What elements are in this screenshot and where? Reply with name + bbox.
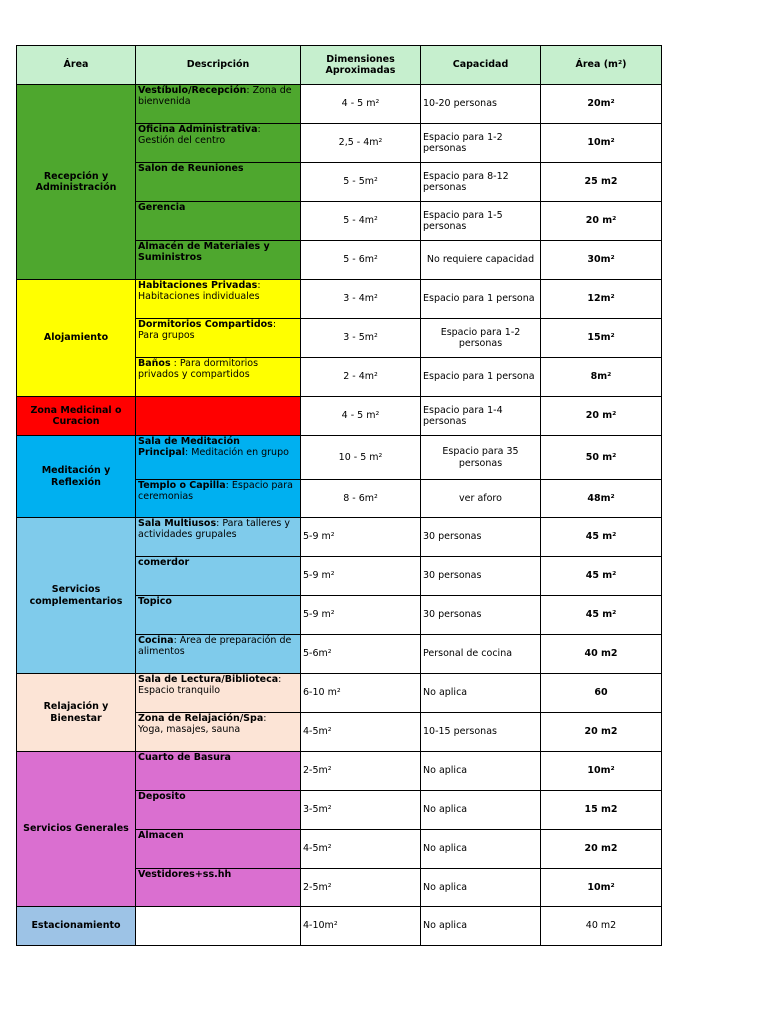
space-detail: Habitaciones individuales bbox=[138, 291, 260, 303]
dimensions-cell: 4-5m² bbox=[301, 713, 421, 752]
dimensions-cell: 5-9 m² bbox=[301, 596, 421, 635]
space-name: Gerencia bbox=[138, 202, 186, 213]
space-name: Almacén de Materiales y Suministros bbox=[138, 241, 270, 264]
capacity-cell: No aplica bbox=[421, 869, 541, 907]
space-name: Zona de Relajación/Spa bbox=[138, 713, 264, 724]
name-separator: : bbox=[246, 85, 253, 96]
space-detail: Zona de bienvenida bbox=[138, 85, 292, 108]
space-detail: Espacio para ceremonias bbox=[138, 480, 293, 503]
description-cell bbox=[136, 635, 301, 674]
description-cell bbox=[136, 907, 301, 946]
capacity-cell: Espacio para 1-4 personas bbox=[421, 397, 541, 436]
dimensions-cell: 2 - 4m² bbox=[301, 358, 421, 397]
table-row bbox=[17, 907, 662, 946]
capacity-cell: 30 personas bbox=[421, 557, 541, 596]
space-name: Habitaciones Privadas bbox=[138, 280, 258, 291]
capacity-cell: No aplica bbox=[421, 674, 541, 713]
header-capacity: Capacidad bbox=[421, 46, 541, 85]
space-name: Baños bbox=[138, 358, 171, 369]
description-cell bbox=[136, 752, 301, 791]
space-name: Sala de Lectura/Biblioteca bbox=[138, 674, 279, 685]
header-area: Área bbox=[17, 46, 136, 85]
space-name: Oficina Administrativa bbox=[138, 124, 258, 135]
capacity-cell: No aplica bbox=[421, 791, 541, 830]
dimensions-cell: 5 - 4m² bbox=[301, 202, 421, 241]
description-cell bbox=[136, 163, 301, 202]
table-row bbox=[17, 85, 662, 124]
area-m2-cell: 30m² bbox=[541, 241, 662, 280]
dimensions-cell: 2-5m² bbox=[301, 869, 421, 907]
capacity-cell: Espacio para 1-2 personas bbox=[421, 124, 541, 163]
area-m2-cell: 12m² bbox=[541, 280, 662, 319]
space-name: Deposito bbox=[138, 791, 186, 802]
capacity-cell: No requiere capacidad bbox=[421, 241, 541, 280]
dimensions-cell: 5 - 5m² bbox=[301, 163, 421, 202]
description-cell bbox=[136, 674, 301, 713]
space-detail: Gestión del centro bbox=[138, 135, 226, 147]
area-m2-cell: 10m² bbox=[541, 752, 662, 791]
description-cell bbox=[136, 869, 301, 907]
space-name: Cuarto de Basura bbox=[138, 752, 231, 763]
name-separator: : bbox=[185, 447, 192, 459]
area-m2-cell: 8m² bbox=[541, 358, 662, 397]
area-m2-cell: 45 m² bbox=[541, 596, 662, 635]
description-cell bbox=[136, 280, 301, 319]
capacity-cell: ver aforo bbox=[421, 480, 541, 518]
dimensions-cell: 3-5m² bbox=[301, 791, 421, 830]
name-separator: : bbox=[257, 280, 261, 291]
header-area-m2: Área (m²) bbox=[541, 46, 662, 85]
area-m2-cell: 20 m2 bbox=[541, 713, 662, 752]
capacity-cell: Espacio para 1-5 personas bbox=[421, 202, 541, 241]
dimensions-cell: 5-6m² bbox=[301, 635, 421, 674]
area-group-cell: Servicios complementarios bbox=[17, 518, 136, 674]
area-group-cell: Zona Medicinal o Curacion bbox=[17, 397, 136, 436]
table-row bbox=[17, 280, 662, 319]
area-m2-cell: 20 m2 bbox=[541, 830, 662, 869]
dimensions-cell: 4-10m² bbox=[301, 907, 421, 946]
space-name: Salon de Reuniones bbox=[138, 163, 244, 174]
table-row bbox=[17, 752, 662, 791]
capacity-cell: Espacio para 35 personas bbox=[421, 436, 541, 480]
description-cell bbox=[136, 596, 301, 635]
area-m2-cell: 20m² bbox=[541, 85, 662, 124]
table-row bbox=[17, 518, 662, 557]
program-table bbox=[16, 45, 662, 946]
name-separator: : bbox=[272, 319, 277, 330]
area-m2-cell: 10m² bbox=[541, 124, 662, 163]
area-m2-cell: 60 bbox=[541, 674, 662, 713]
capacity-cell: 30 personas bbox=[421, 518, 541, 557]
description-cell bbox=[136, 791, 301, 830]
area-m2-cell: 15 m2 bbox=[541, 791, 662, 830]
capacity-cell: Espacio para 1-2 personas bbox=[421, 319, 541, 358]
table-row bbox=[17, 397, 662, 436]
description-cell bbox=[136, 241, 301, 280]
space-detail: Para dormitorios privados y compartidos bbox=[138, 358, 259, 381]
area-m2-cell: 45 m² bbox=[541, 518, 662, 557]
name-separator: : bbox=[170, 358, 180, 369]
space-name: Templo o Capilla bbox=[138, 480, 226, 491]
space-detail: Meditación en grupo bbox=[191, 447, 289, 459]
description-cell bbox=[136, 518, 301, 557]
name-separator: : bbox=[257, 124, 261, 135]
description-cell bbox=[136, 557, 301, 596]
area-group-cell: Relajación y Bienestar bbox=[17, 674, 136, 752]
capacity-cell: 10-20 personas bbox=[421, 85, 541, 124]
name-separator: : bbox=[173, 635, 180, 646]
area-m2-cell: 10m² bbox=[541, 869, 662, 907]
area-m2-cell: 40 m2 bbox=[541, 635, 662, 674]
table-body bbox=[17, 85, 662, 946]
area-m2-cell: 20 m² bbox=[541, 397, 662, 436]
name-separator: : bbox=[263, 713, 267, 724]
header-row bbox=[17, 46, 662, 85]
description-cell bbox=[136, 480, 301, 518]
space-name: Topico bbox=[138, 596, 172, 607]
area-group-cell: Meditación y Reflexión bbox=[17, 436, 136, 518]
area-group-cell: Estacionamiento bbox=[17, 907, 136, 946]
space-detail: Espacio tranquilo bbox=[138, 685, 221, 697]
name-separator: : bbox=[225, 480, 232, 491]
area-group-cell: Recepción y Administración bbox=[17, 85, 136, 280]
area-m2-cell: 45 m² bbox=[541, 557, 662, 596]
space-name: Dormitorios Compartidos bbox=[138, 319, 273, 330]
name-separator: : bbox=[216, 518, 223, 529]
space-detail: Yoga, masajes, sauna bbox=[138, 724, 241, 736]
space-detail: Para grupos bbox=[138, 330, 195, 342]
capacity-cell: No aplica bbox=[421, 830, 541, 869]
area-group-cell: Alojamiento bbox=[17, 280, 136, 397]
space-name: Sala Multiusos bbox=[138, 518, 217, 529]
description-cell bbox=[136, 85, 301, 124]
dimensions-cell: 4-5m² bbox=[301, 830, 421, 869]
table-row bbox=[17, 436, 662, 480]
dimensions-cell: 10 - 5 m² bbox=[301, 436, 421, 480]
name-separator: : bbox=[278, 674, 282, 685]
area-m2-cell: 20 m² bbox=[541, 202, 662, 241]
area-m2-cell: 15m² bbox=[541, 319, 662, 358]
space-name: Vestíbulo/Recepción bbox=[138, 85, 247, 96]
space-detail: Área de preparación de alimentos bbox=[138, 635, 292, 658]
description-cell bbox=[136, 358, 301, 397]
area-m2-cell: 40 m2 bbox=[541, 907, 662, 946]
dimensions-cell: 8 - 6m² bbox=[301, 480, 421, 518]
dimensions-cell: 3 - 5m² bbox=[301, 319, 421, 358]
capacity-cell: Espacio para 1 persona bbox=[421, 358, 541, 397]
description-cell bbox=[136, 436, 301, 480]
area-m2-cell: 50 m² bbox=[541, 436, 662, 480]
space-name: comerdor bbox=[138, 557, 190, 568]
dimensions-cell: 4 - 5 m² bbox=[301, 85, 421, 124]
description-cell bbox=[136, 397, 301, 436]
space-name: Cocina bbox=[138, 635, 174, 646]
dimensions-cell: 2,5 - 4m² bbox=[301, 124, 421, 163]
capacity-cell: Espacio para 8-12 personas bbox=[421, 163, 541, 202]
description-cell bbox=[136, 830, 301, 869]
dimensions-cell: 5 - 6m² bbox=[301, 241, 421, 280]
description-cell bbox=[136, 202, 301, 241]
capacity-cell: Personal de cocina bbox=[421, 635, 541, 674]
dimensions-cell: 2-5m² bbox=[301, 752, 421, 791]
table-row bbox=[17, 674, 662, 713]
dimensions-cell: 3 - 4m² bbox=[301, 280, 421, 319]
dimensions-cell: 4 - 5 m² bbox=[301, 397, 421, 436]
description-cell bbox=[136, 319, 301, 358]
space-name: Sala de Meditación Principal bbox=[138, 436, 240, 459]
area-m2-cell: 48m² bbox=[541, 480, 662, 518]
space-detail: Para talleres y actividades grupales bbox=[138, 518, 291, 541]
capacity-cell: No aplica bbox=[421, 907, 541, 946]
dimensions-cell: 5-9 m² bbox=[301, 557, 421, 596]
capacity-cell: Espacio para 1 persona bbox=[421, 280, 541, 319]
header-description: Descripción bbox=[136, 46, 301, 85]
space-name: Vestidores+ss.hh bbox=[138, 869, 232, 880]
space-name: Almacen bbox=[138, 830, 184, 841]
description-cell bbox=[136, 713, 301, 752]
capacity-cell: No aplica bbox=[421, 752, 541, 791]
area-group-cell: Servicios Generales bbox=[17, 752, 136, 907]
header-dimensions: Dimensiones Aproximadas bbox=[301, 46, 421, 85]
capacity-cell: 10-15 personas bbox=[421, 713, 541, 752]
dimensions-cell: 6-10 m² bbox=[301, 674, 421, 713]
description-cell bbox=[136, 124, 301, 163]
dimensions-cell: 5-9 m² bbox=[301, 518, 421, 557]
capacity-cell: 30 personas bbox=[421, 596, 541, 635]
area-m2-cell: 25 m2 bbox=[541, 163, 662, 202]
